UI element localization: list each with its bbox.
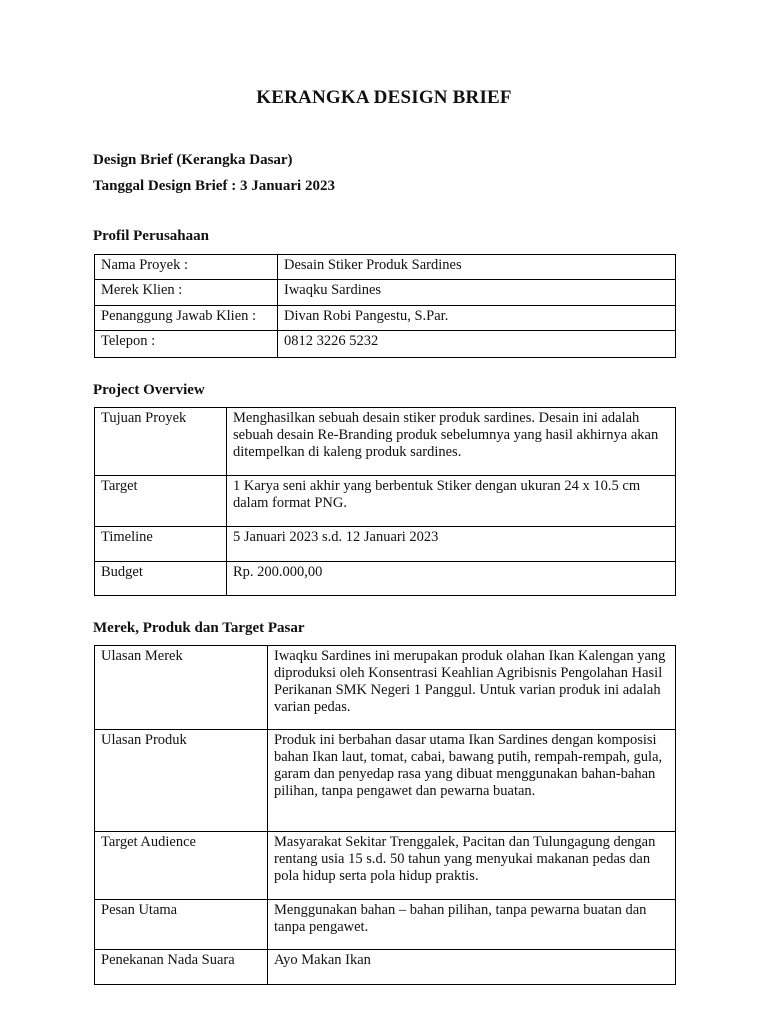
- row-value: Produk ini berbahan dasar utama Ikan Sardines dengan komposisi bahan Ikan laut, tomat, cabai, bawang putih, rempah-rempah, gula, garam dan penyedap rasa yang dibuat menggunakan bahan-bahan pilihan, tanpa pengawet dan pewarna buatan.: [268, 730, 676, 832]
- row-value: Divan Robi Pangestu, S.Par.: [278, 306, 676, 331]
- row-label: Penekanan Nada Suara: [95, 950, 268, 985]
- section-heading-profil: Profil Perusahaan: [93, 228, 209, 244]
- profil-table: [94, 254, 676, 358]
- document-title: KERANGKA DESIGN BRIEF: [256, 87, 512, 108]
- row-label: Ulasan Produk: [95, 730, 268, 832]
- row-label: Telepon :: [95, 331, 278, 358]
- table-row: [95, 900, 676, 950]
- row-value: Menghasilkan sebuah desain stiker produk sardines. Desain ini adalah sebuah desain Re-Branding produk sebelumnya yang hasil akhirnya akan ditempelkan di kaleng produk sardines.: [227, 408, 676, 476]
- row-label: Merek Klien :: [95, 280, 278, 306]
- table-row: [95, 331, 676, 358]
- table-row: [95, 950, 676, 985]
- table-row: [95, 306, 676, 331]
- row-label: Pesan Utama: [95, 900, 268, 950]
- table-row: [95, 280, 676, 306]
- row-value: Iwaqku Sardines: [278, 280, 676, 306]
- table-row: [95, 562, 676, 596]
- row-label: Penanggung Jawab Klien :: [95, 306, 278, 331]
- row-value: Iwaqku Sardines ini merupakan produk olahan Ikan Kalengan yang diproduksi oleh Konsentrasi Keahlian Agribisnis Pengolahan Hasil Perikanan SMK Negeri 1 Panggul. Untuk varian produk ini adalah varian pedas.: [268, 646, 676, 730]
- section-heading-overview: Project Overview: [93, 382, 205, 398]
- row-value: Masyarakat Sekitar Trenggalek, Pacitan dan Tulungagung dengan rentang usia 15 s.d. 50 tahun yang menyukai makanan pedas dan pola hidup serta pola hidup praktis.: [268, 832, 676, 900]
- table-row: [95, 476, 676, 527]
- row-value: Ayo Makan Ikan: [268, 950, 676, 985]
- row-value: 1 Karya seni akhir yang berbentuk Stiker dengan ukuran 24 x 10.5 cm dalam format PNG.: [227, 476, 676, 527]
- row-label: Budget: [95, 562, 227, 596]
- row-label: Nama Proyek :: [95, 255, 278, 280]
- row-label: Timeline: [95, 527, 227, 562]
- table-row: [95, 255, 676, 280]
- table-row: [95, 527, 676, 562]
- row-value: Menggunakan bahan – bahan pilihan, tanpa pewarna buatan dan tanpa pengawet.: [268, 900, 676, 950]
- row-label: Ulasan Merek: [95, 646, 268, 730]
- overview-table: [94, 407, 676, 596]
- row-label: Tujuan Proyek: [95, 408, 227, 476]
- row-value: 5 Januari 2023 s.d. 12 Januari 2023: [227, 527, 676, 562]
- row-label: Target: [95, 476, 227, 527]
- row-value: 0812 3226 5232: [278, 331, 676, 358]
- row-value: Rp. 200.000,00: [227, 562, 676, 596]
- table-row: [95, 730, 676, 832]
- table-row: [95, 408, 676, 476]
- document-subtitle: Design Brief (Kerangka Dasar): [93, 152, 293, 168]
- merek-table: [94, 645, 676, 985]
- row-value: Desain Stiker Produk Sardines: [278, 255, 676, 280]
- row-label: Target Audience: [95, 832, 268, 900]
- table-row: [95, 832, 676, 900]
- table-row: [95, 646, 676, 730]
- brief-date: Tanggal Design Brief : 3 Januari 2023: [93, 178, 335, 194]
- section-heading-merek: Merek, Produk dan Target Pasar: [93, 620, 305, 636]
